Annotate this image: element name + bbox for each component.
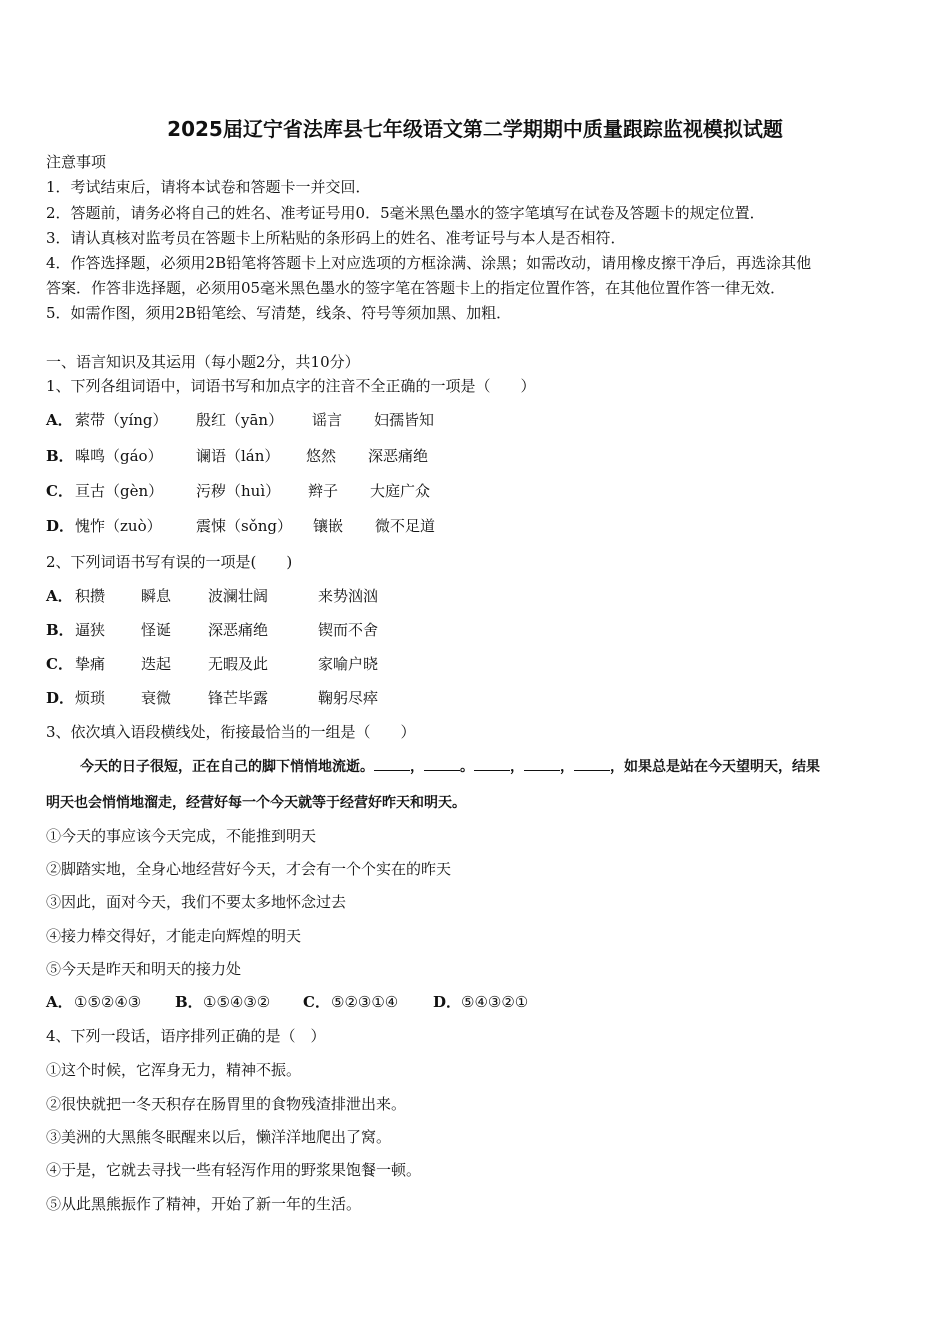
notice-heading: 注意事项 xyxy=(46,153,107,171)
option-row xyxy=(0,688,950,710)
option-row xyxy=(0,410,950,432)
option-word: 锲而不舍 xyxy=(318,621,379,639)
option-label: A． xyxy=(46,587,73,605)
option-word: 谣言 xyxy=(312,411,343,429)
option-word: 殷红（yān） xyxy=(196,411,284,429)
sentence-item: ②很快就把一冬天积存在肠胃里的食物残渣排泄出来。 xyxy=(46,1095,407,1113)
sentence-item: ③因此，面对今天，我们不要太多地怀念过去 xyxy=(46,893,347,911)
passage-text: 今天的日子很短，正在自己的脚下悄悄地流逝。 xyxy=(80,759,374,775)
option-label: C． xyxy=(46,482,73,500)
option-word: 嗥鸣（gáo） xyxy=(75,447,163,465)
option-word: 迭起 xyxy=(141,655,172,673)
passage-text: 明天也会悄悄地溜走，经营好每一个今天就等于经营好昨天和明天。 xyxy=(46,795,466,811)
option-word: 亘古（gèn） xyxy=(75,482,164,500)
option-label: B． xyxy=(46,621,74,639)
notice-item: 2．答题前，请务必将自己的姓名、准考证号用0．5毫米黑色墨水的签字笔填写在试卷及答题卡的规定位置． xyxy=(46,204,765,222)
option-word: 深恶痛绝 xyxy=(208,621,269,639)
option-word: 怪诞 xyxy=(141,621,172,639)
sentence-item: ①今天的事应该今天完成，不能推到明天 xyxy=(46,827,317,845)
notice-item: 5．如需作图，须用2B铅笔绘、写清楚，线条、符号等须加黑、加粗． xyxy=(46,304,512,322)
option-word: ①⑤④③② xyxy=(203,993,271,1011)
option-row xyxy=(0,586,950,608)
answer-blank xyxy=(524,756,560,771)
option-word: 鞠躬尽瘁 xyxy=(318,689,379,707)
option-word: 大庭广众 xyxy=(370,482,431,500)
sentence-item: ⑤今天是昨天和明天的接力处 xyxy=(46,960,242,978)
option-word: ⑤④③②① xyxy=(461,993,529,1011)
option-word: 来势汹汹 xyxy=(318,587,379,605)
option-word: 积攒 xyxy=(75,587,106,605)
question-passage: 今天的日子很短，正在自己的脚下悄悄地流逝。 ， 。 ， ， ，如果总是站在今天望明天，结果 xyxy=(46,756,906,777)
option-word: 镶嵌 xyxy=(313,517,344,535)
option-word: 辫子 xyxy=(308,482,339,500)
option-word: 逼狭 xyxy=(75,621,106,639)
option-word: 锋芒毕露 xyxy=(208,689,269,707)
answer-blank xyxy=(424,756,460,771)
sentence-item: ①这个时候，它浑身无力，精神不振。 xyxy=(46,1061,302,1079)
question-stem: 3、依次填入语段横线处，衔接最恰当的一组是（ ） xyxy=(46,723,416,741)
option-word: 谰语（lán） xyxy=(196,447,280,465)
option-word: 萦带（yíng） xyxy=(75,411,168,429)
sentence-item: ③美洲的大黑熊冬眠醒来以后，懒洋洋地爬出了窝。 xyxy=(46,1128,392,1146)
option-word: 愧怍（zuò） xyxy=(75,517,162,535)
answer-blank xyxy=(374,756,410,771)
option-word: ⑤②③①④ xyxy=(331,993,399,1011)
option-row xyxy=(0,516,950,538)
option-label: A． xyxy=(46,411,73,429)
option-label: D． xyxy=(46,517,75,535)
option-word: 瞬息 xyxy=(141,587,172,605)
option-row xyxy=(0,620,950,642)
sentence-item: ②脚踏实地，全身心地经营好今天，才会有一个个实在的昨天 xyxy=(46,860,452,878)
sentence-item: ⑤从此黑熊振作了精神，开始了新一年的生活。 xyxy=(46,1195,362,1213)
option-label: D． xyxy=(433,993,462,1011)
option-word: 家喻户晓 xyxy=(318,655,379,673)
answer-row xyxy=(0,992,950,1014)
option-word: 深恶痛绝 xyxy=(368,447,429,465)
option-label: C． xyxy=(303,993,330,1011)
option-word: 挚痛 xyxy=(75,655,106,673)
question-stem: 1、下列各组词语中，词语书写和加点字的注音不全正确的一项是（ ） xyxy=(46,377,536,395)
sentence-item: ④于是，它就去寻找一些有轻泻作用的野浆果饱餐一顿。 xyxy=(46,1161,422,1179)
sentence-item: ④接力棒交得好，才能走向辉煌的明天 xyxy=(46,927,302,945)
option-word: ①⑤②④③ xyxy=(74,993,142,1011)
option-word: 衰微 xyxy=(141,689,172,707)
answer-blank xyxy=(474,756,510,771)
option-word: 烦琐 xyxy=(75,689,106,707)
page-title: 2025届辽宁省法库县七年级语文第二学期期中质量跟踪监视模拟试题 xyxy=(167,117,783,141)
notice-item: 答案．作答非选择题，必须用05毫米黑色墨水的签字笔在答题卡上的指定位置作答，在其他位置作答一律无效． xyxy=(46,279,786,297)
option-word: 波澜壮阔 xyxy=(208,587,269,605)
option-label: A． xyxy=(46,993,73,1011)
option-row xyxy=(0,446,950,468)
option-row xyxy=(0,654,950,676)
option-row xyxy=(0,481,950,503)
question-stem: 2、下列词语书写有误的一项是( ) xyxy=(46,553,293,571)
option-label: D． xyxy=(46,689,75,707)
option-word: 无暇及此 xyxy=(208,655,269,673)
section-heading: 一、语言知识及其运用（每小题2分，共10分） xyxy=(46,353,360,371)
option-word: 微不足道 xyxy=(375,517,436,535)
option-word: 妇孺皆知 xyxy=(374,411,435,429)
question-stem: 4、下列一段话，语序排列正确的是（ ） xyxy=(46,1027,326,1045)
notice-item: 4．作答选择题，必须用2B铅笔将答题卡上对应选项的方框涂满、涂黑；如需改动，请用橡皮擦干净后，再选涂其他 xyxy=(46,254,812,272)
notice-item: 3．请认真核对监考员在答题卡上所粘贴的条形码上的姓名、准考证号与本人是否相符． xyxy=(46,229,626,247)
option-label: B． xyxy=(46,447,74,465)
option-word: 震悚（sǒng） xyxy=(196,517,292,535)
answer-blank xyxy=(574,756,610,771)
option-label: B． xyxy=(175,993,203,1011)
notice-item: 1．考试结束后，请将本试卷和答题卡一并交回． xyxy=(46,178,371,196)
option-label: C． xyxy=(46,655,73,673)
passage-text: ，如果总是站在今天望明天，结果 xyxy=(610,759,820,775)
option-word: 污秽（huì） xyxy=(196,482,281,500)
option-word: 悠然 xyxy=(306,447,337,465)
